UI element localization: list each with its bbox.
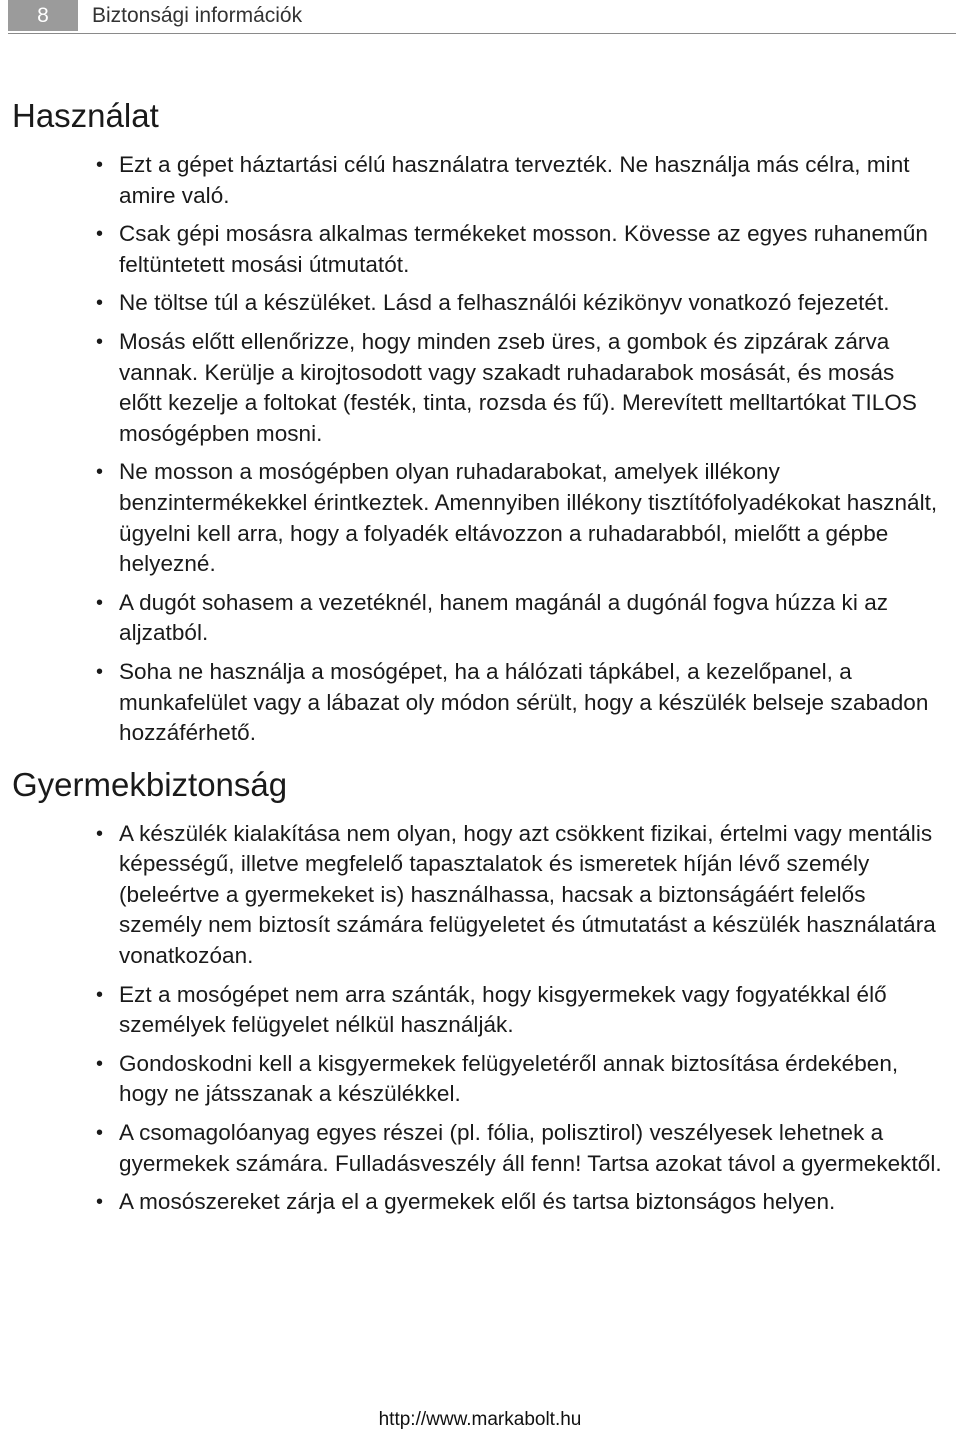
bullet-list-hasznalat <box>12 150 942 749</box>
list-item-text: Soha ne használja a mosógépet, ha a hálózati tápkábel, a kezelőpanel, a munkafelület vagy a lábazat oly módon sérült, hogy a készülék belseje szabadon hozzáférhető. <box>119 658 929 746</box>
list-item <box>12 1118 942 1179</box>
list-item <box>12 980 942 1041</box>
list-item-text: Ezt a gépet háztartási célú használatra tervezték. Ne használja más célra, mint amire való. <box>119 152 910 208</box>
footer-url-link[interactable]: http://www.markabolt.hu <box>378 1409 582 1430</box>
bullet-icon: • <box>96 292 104 315</box>
bullet-icon: • <box>96 1052 104 1075</box>
list-item-text: Ezt a mosógépet nem arra szánták, hogy kisgyermekek vagy fogyatékkal élő személyek felügyelet nélkül használják. <box>119 981 887 1038</box>
page-footer <box>0 1409 960 1431</box>
list-item-text: Gondoskodni kell a kisgyermekek felügyeletéről annak biztosítása érdekében, hogy ne játsszanak a készülékkel. <box>119 1050 899 1107</box>
list-item <box>12 1049 942 1110</box>
bullet-icon: • <box>96 154 104 176</box>
list-item <box>12 819 942 972</box>
bullet-list-gyermekbiztonsag <box>12 819 942 1218</box>
list-item-text: A csomagolóanyag egyes részei (pl. fólia, polisztirol) veszélyesek lehetnek a gyermekek számára. Fulladásveszély áll fenn! Tartsa azokat távol a gyermekektől. <box>119 1120 942 1176</box>
page-header <box>8 0 956 34</box>
page-content <box>12 96 942 1226</box>
list-item-text: Ne töltse túl a készüléket. Lásd a felhasználói kézikönyv vonatkozó fejezetét. <box>119 290 890 316</box>
list-item-text: Mosás előtt ellenőrizze, hogy minden zseb üres, a gombok és zipzárak zárva vannak. Kerülje a kirojtosodott vagy szakadt ruhadarabok mosását, és mosás előtt kezelje a foltokat (festék, tinta, rozsda és fű). Merevített melltartókat TILOS mosógépben mosni. <box>119 328 917 446</box>
section-title-gyermekbiztonsag: Gyermekbiztonság <box>12 765 288 803</box>
list-item <box>12 457 942 579</box>
bullet-icon: • <box>96 461 104 484</box>
bullet-icon: • <box>96 983 104 1006</box>
page-number: 8 <box>8 0 78 31</box>
list-item-text: A készülék kialakítása nem olyan, hogy azt csökkent fizikai, értelmi vagy mentális képességű, illetve megfelelő tapasztalatok és ismeretek híján lévő személy (beleértve a gyermekeket is) használhassa, hacsak a biztonságáért felelős személy nem biztosít számára felügyeletet és útmutatást a készülék használatára vonatkozóan. <box>119 820 936 969</box>
header-title: Biztonsági információk <box>92 4 303 27</box>
list-item-text: A mosószereket zárja el a gyermekek elől és tartsa biztonságos helyen. <box>119 1189 836 1215</box>
bullet-icon: • <box>96 1191 104 1214</box>
bullet-icon: • <box>96 1122 104 1145</box>
list-item-text: A dugót sohasem a vezetéknél, hanem magánál a dugónál fogva húzza ki az aljzatból. <box>119 589 889 646</box>
list-item <box>12 588 942 649</box>
bullet-icon: • <box>96 330 104 353</box>
list-item <box>12 219 942 280</box>
list-item <box>12 1187 942 1218</box>
list-item <box>12 150 942 211</box>
bullet-icon: • <box>96 822 104 845</box>
section-title-hasznalat: Használat <box>12 97 159 134</box>
list-item-text: Csak gépi mosásra alkalmas termékeket mosson. Kövesse az egyes ruhaneműn feltüntetett mosási útmutatót. <box>119 221 928 277</box>
list-item-text: Ne mosson a mosógépben olyan ruhadarabokat, amelyek illékony benzintermékekkel érintkeztek. Amennyiben illékony tisztítófolyadékokat használt, ügyelni kell arra, hogy a folyadék eltávozzon a ruhadarabból, mielőtt a gépbe helyezné. <box>119 459 938 577</box>
bullet-icon: • <box>96 660 104 683</box>
list-item <box>12 327 942 449</box>
list-item <box>12 288 942 319</box>
bullet-icon: • <box>96 591 104 614</box>
bullet-icon: • <box>96 223 104 246</box>
list-item <box>12 657 942 749</box>
